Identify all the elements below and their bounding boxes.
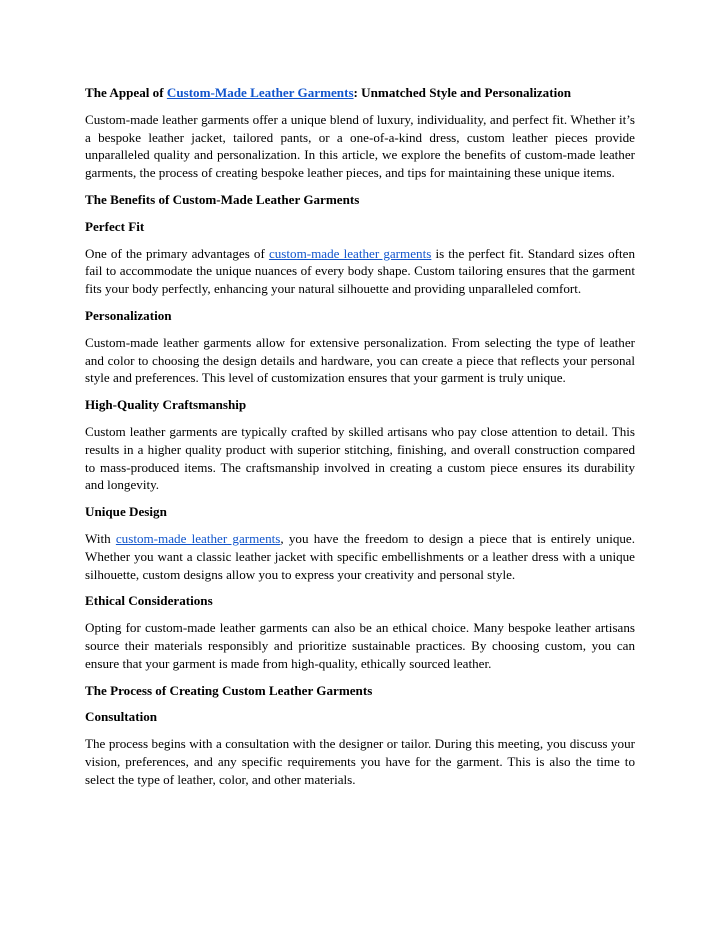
article-title xyxy=(85,84,635,102)
craftsmanship-paragraph: Custom leather garments are typically crafted by skilled artisans who pay close attention to detail. This results in a higher quality product with superior stitching, finishing, and overall construction compared to mass-produced items. The craftsmanship involved in creating a custom piece ensures its durability and longevity. xyxy=(85,423,635,493)
perfect-fit-paragraph xyxy=(85,245,635,298)
unique-design-heading: Unique Design xyxy=(85,504,167,520)
craftsmanship-heading: High-Quality Craftsmanship xyxy=(85,397,247,413)
ethical-paragraph: Opting for custom-made leather garments can also be an ethical choice. Many bespoke leather artisans source their materials responsibly and prioritize sustainable practices. By choosing custom, you can ensure that your garment is made from high-quality, ethically sourced leather. xyxy=(85,620,635,671)
unique-design-paragraph xyxy=(85,530,635,583)
perfect-fit-heading: Perfect Fit xyxy=(85,218,145,234)
personalization-heading: Personalization xyxy=(85,307,172,323)
unique-design-suffix: , you have the freedom to design a piece that is entirely unique. Whether you want a classic leather jacket with specific embellishments or a leather dress with a unique silhouette, custom designs allow you to express your creativity and personal style. xyxy=(85,530,636,582)
benefits-heading: The Benefits of Custom-Made Leather Garments xyxy=(85,191,360,207)
title-suffix: : Unmatched Style and Personalization xyxy=(353,85,572,100)
title-link-custom-made-leather-garments[interactable]: Custom-Made Leather Garments xyxy=(166,85,354,100)
process-heading: The Process of Creating Custom Leather Garments xyxy=(85,682,373,698)
consultation-paragraph: The process begins with a consultation with the designer or tailor. During this meeting, you discuss your vision, preferences, and any specific requirements you have for the garment. This is also the time to select the type of leather, color, and other materials. xyxy=(85,736,635,787)
perfect-fit-prefix: One of the primary advantages of xyxy=(85,245,269,261)
title-prefix: The Appeal of xyxy=(85,85,167,100)
consultation-heading: Consultation xyxy=(85,709,158,725)
unique-design-prefix: With xyxy=(85,530,116,546)
article-body xyxy=(85,84,635,798)
perfect-fit-link[interactable]: custom-made leather garments xyxy=(268,245,432,261)
intro-paragraph: Custom-made leather garments offer a unique blend of luxury, individuality, and perfect fit. Whether it’s a bespoke leather jacket, tailored pants, or a one-of-a-kind dress, custom leather pieces provide unparalleled quality and personalization. In this article, we explore the benefits of custom-made leather garments, the process of creating bespoke leather pieces, and tips for maintaining these unique items. xyxy=(85,111,635,181)
unique-design-link[interactable]: custom-made leather garments xyxy=(115,530,281,546)
ethical-heading: Ethical Considerations xyxy=(85,593,213,609)
personalization-paragraph: Custom-made leather garments allow for extensive personalization. From selecting the type of leather and color to choosing the design details and hardware, you can create a piece that reflects your personal style and preferences. This level of customization ensures that your garment is truly unique. xyxy=(85,334,635,386)
perfect-fit-suffix: is the perfect fit. Standard sizes often fail to accommodate the unique nuances of every body shape. Custom tailoring ensures that the garment fits your body perfectly, enhancing your natural silhouette and providing unparalleled comfort. xyxy=(85,245,636,297)
